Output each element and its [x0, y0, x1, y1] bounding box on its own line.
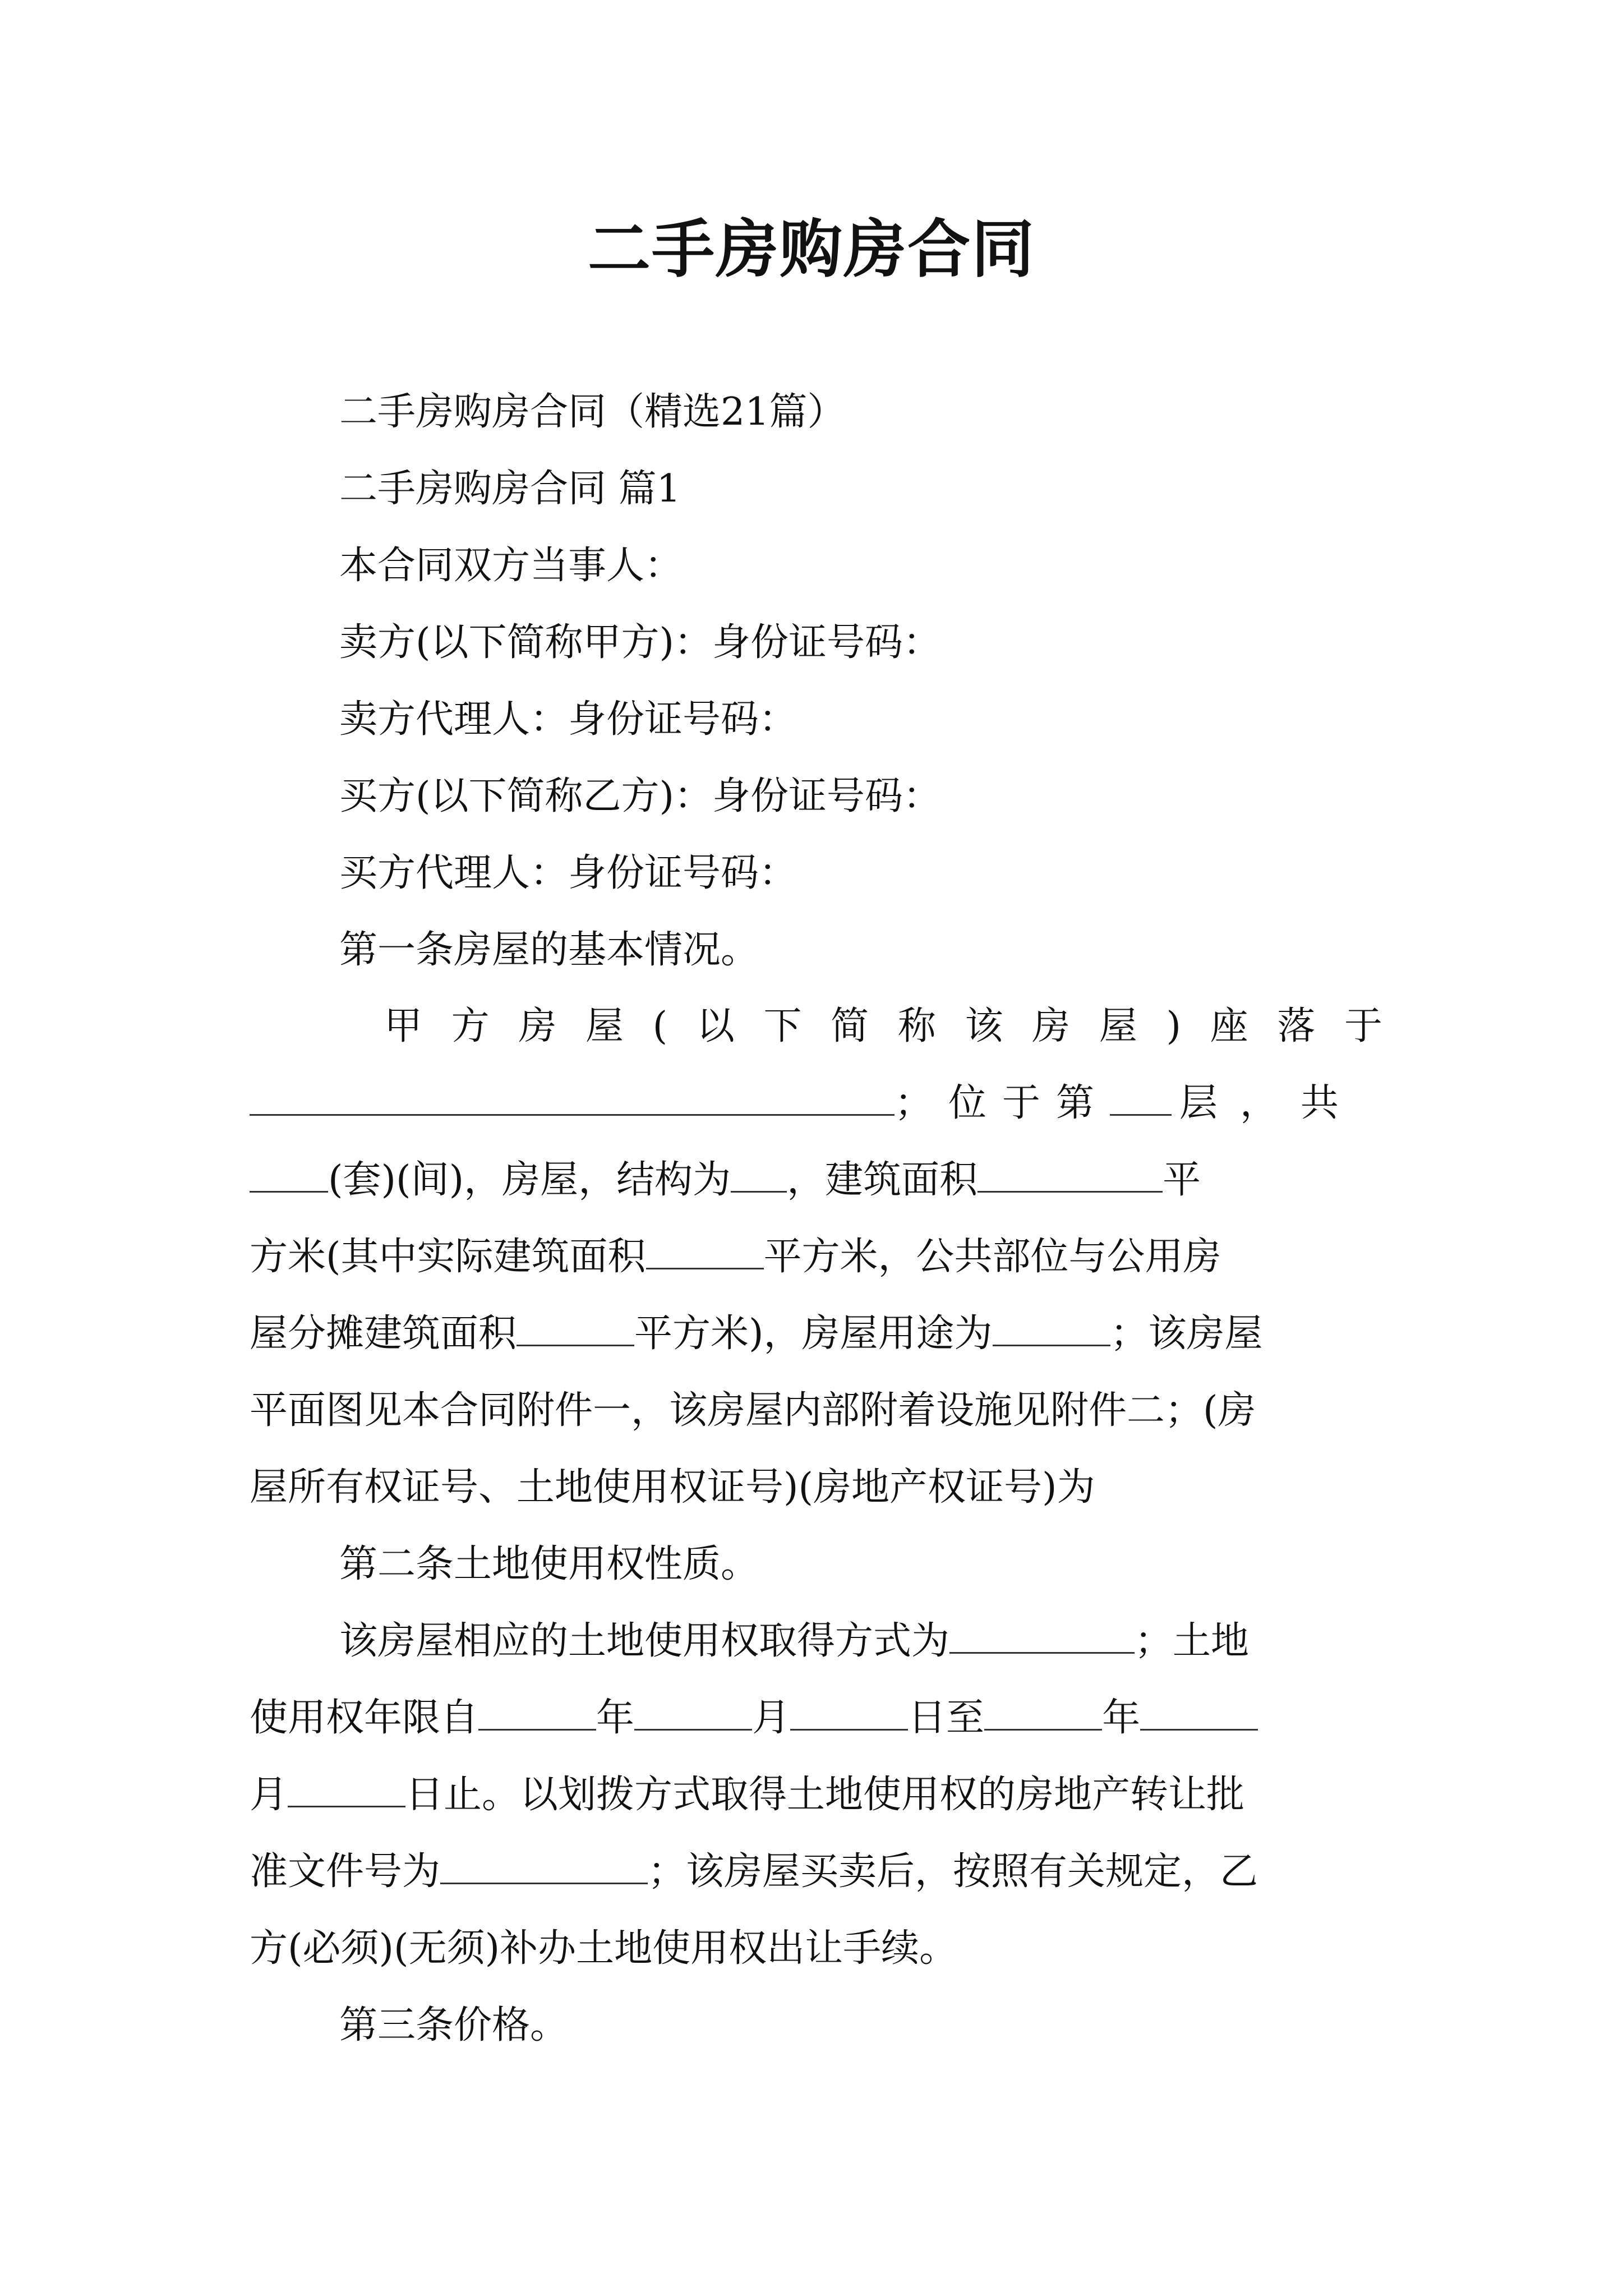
article1-text: ，建筑面积: [787, 1158, 978, 1202]
article2-text: 年: [596, 1696, 635, 1740]
building-area-blank: [978, 1158, 1163, 1193]
end-day-blank: [288, 1773, 405, 1807]
article2-line-3: [250, 1770, 1244, 1820]
start-month-blank: [634, 1696, 752, 1731]
usage-blank: [993, 1312, 1110, 1346]
article2-text: 该房屋相应的土地使用权取得方式为: [339, 1619, 950, 1663]
article2-text: 年: [1102, 1696, 1141, 1740]
article2-line-5: 方(必须)(无须)补办土地使用权出让手续。: [250, 1926, 958, 1971]
part-heading: 二手房购房合同 篇1: [339, 467, 681, 511]
approval-number-blank: [440, 1850, 648, 1884]
article1-text: (套)(间)，房屋，结构为: [328, 1158, 731, 1202]
article2-line-1: [339, 1616, 1249, 1667]
location-blank: [250, 1082, 895, 1116]
article2-text: 月: [752, 1696, 791, 1740]
parties-intro: 本合同双方当事人：: [339, 544, 683, 588]
article2-text: 日至: [908, 1696, 985, 1740]
article1-heading: 第一条房屋的基本情况。: [339, 928, 759, 972]
article2-text: 日止。以划拨方式取得土地使用权的房地产转让批: [405, 1773, 1245, 1817]
article1-line-5: [250, 1309, 1263, 1359]
article1-line-6: 平面图见本合同附件一，该房屋内部附着设施见附件二；(房: [250, 1388, 1256, 1433]
seller-agent-line: 卖方代理人：身份证号码：: [339, 697, 797, 742]
article1-line-2: [250, 1078, 1361, 1129]
article1-text: 平: [1163, 1158, 1201, 1202]
article1-text: ；该房屋: [1110, 1312, 1263, 1356]
article2-text: ；该房屋买卖后，按照有关规定，乙: [648, 1849, 1258, 1894]
article1-text: 平方米)，房屋用途为: [634, 1312, 993, 1356]
start-year-blank: [478, 1696, 596, 1731]
article1-text: 平方米，公共部位与公用房: [763, 1235, 1221, 1279]
article2-text: 准文件号为: [250, 1849, 441, 1894]
article1-text: ；位于第: [895, 1081, 1110, 1125]
structure-blank: [731, 1158, 787, 1193]
article1-line-1: [384, 1001, 1382, 1052]
article2-line-4: [250, 1847, 1258, 1897]
article1-line-7: 屋所有权证号、土地使用权证号)(房地产权证号)为: [250, 1465, 1095, 1510]
article2-text: 使用权年限自: [250, 1696, 479, 1740]
buyer-agent-line: 买方代理人：身份证号码：: [339, 851, 797, 895]
end-year-blank: [984, 1696, 1102, 1731]
article2-text: ；土地: [1135, 1619, 1249, 1663]
document-title: 二手房购房合同: [588, 213, 1035, 286]
article1-text: 方米(其中实际建筑面积: [250, 1235, 646, 1279]
article3-heading: 第三条价格。: [339, 2003, 569, 2047]
article2-heading: 第二条土地使用权性质。: [339, 1542, 759, 1586]
start-day-blank: [790, 1696, 908, 1731]
article1-text: 屋分摊建筑面积: [250, 1312, 517, 1356]
buyer-line: 买方(以下简称乙方)：身份证号码：: [339, 774, 942, 818]
article2-text: 月: [250, 1773, 288, 1817]
seller-line: 卖方(以下简称甲方)：身份证号码：: [339, 620, 942, 665]
article2-line-2: [250, 1693, 1258, 1743]
article1-line-4: [250, 1232, 1221, 1282]
article1-text: 层，共: [1179, 1081, 1362, 1125]
collection-heading: 二手房购房合同（精选21篇）: [339, 390, 846, 434]
actual-area-blank: [646, 1235, 764, 1269]
acquisition-method-blank: [949, 1619, 1135, 1654]
article1-text: 甲方房屋(以下简称该房屋)座落于: [384, 1004, 1382, 1048]
end-month-blank: [1140, 1696, 1258, 1731]
article1-line-3: [250, 1155, 1201, 1205]
total-floors-blank: [250, 1158, 328, 1193]
shared-area-blank: [517, 1312, 634, 1346]
floor-blank: [1110, 1082, 1172, 1116]
